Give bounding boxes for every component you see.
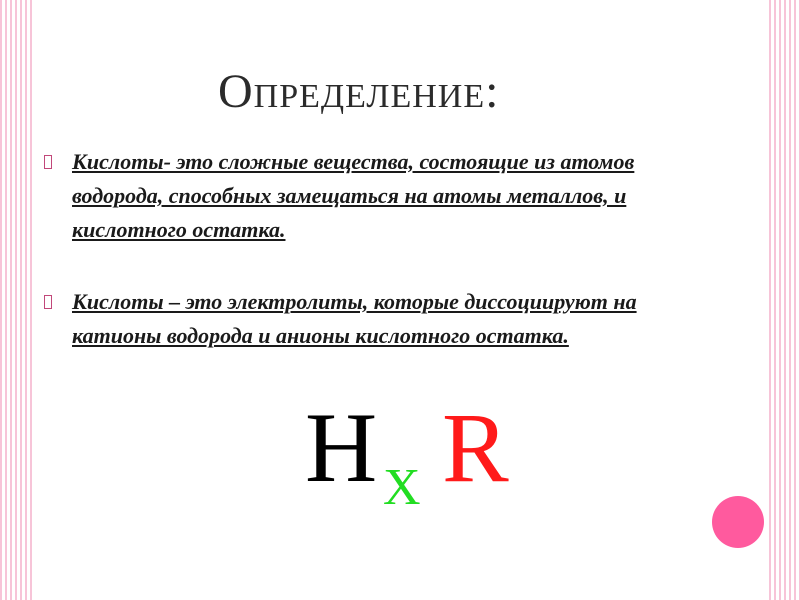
slide-content [44, 145, 684, 353]
acid-formula [305, 392, 565, 528]
bullet-item-1 [44, 145, 684, 247]
pink-circle-icon [712, 496, 764, 548]
formula-subscript-x: X [383, 459, 421, 516]
slide-title: Определение: [218, 65, 500, 118]
bullet-icon [44, 155, 52, 169]
bullet-icon [44, 295, 52, 309]
formula-residue: R [442, 392, 509, 503]
bullet-text: Кислоты – это электролиты, которые диссоциируют на катионы водорода и анионы кислотного остатка. [72, 289, 637, 348]
left-decorative-stripes [0, 0, 34, 600]
right-decorative-stripes [766, 0, 800, 600]
formula-hydrogen: H [305, 392, 378, 503]
bullet-item-2 [44, 285, 684, 353]
bullet-text: Кислоты- это сложные вещества, состоящие из атомов водорода, способных замещаться на атомы металлов, и кислотного остатка. [72, 149, 635, 242]
